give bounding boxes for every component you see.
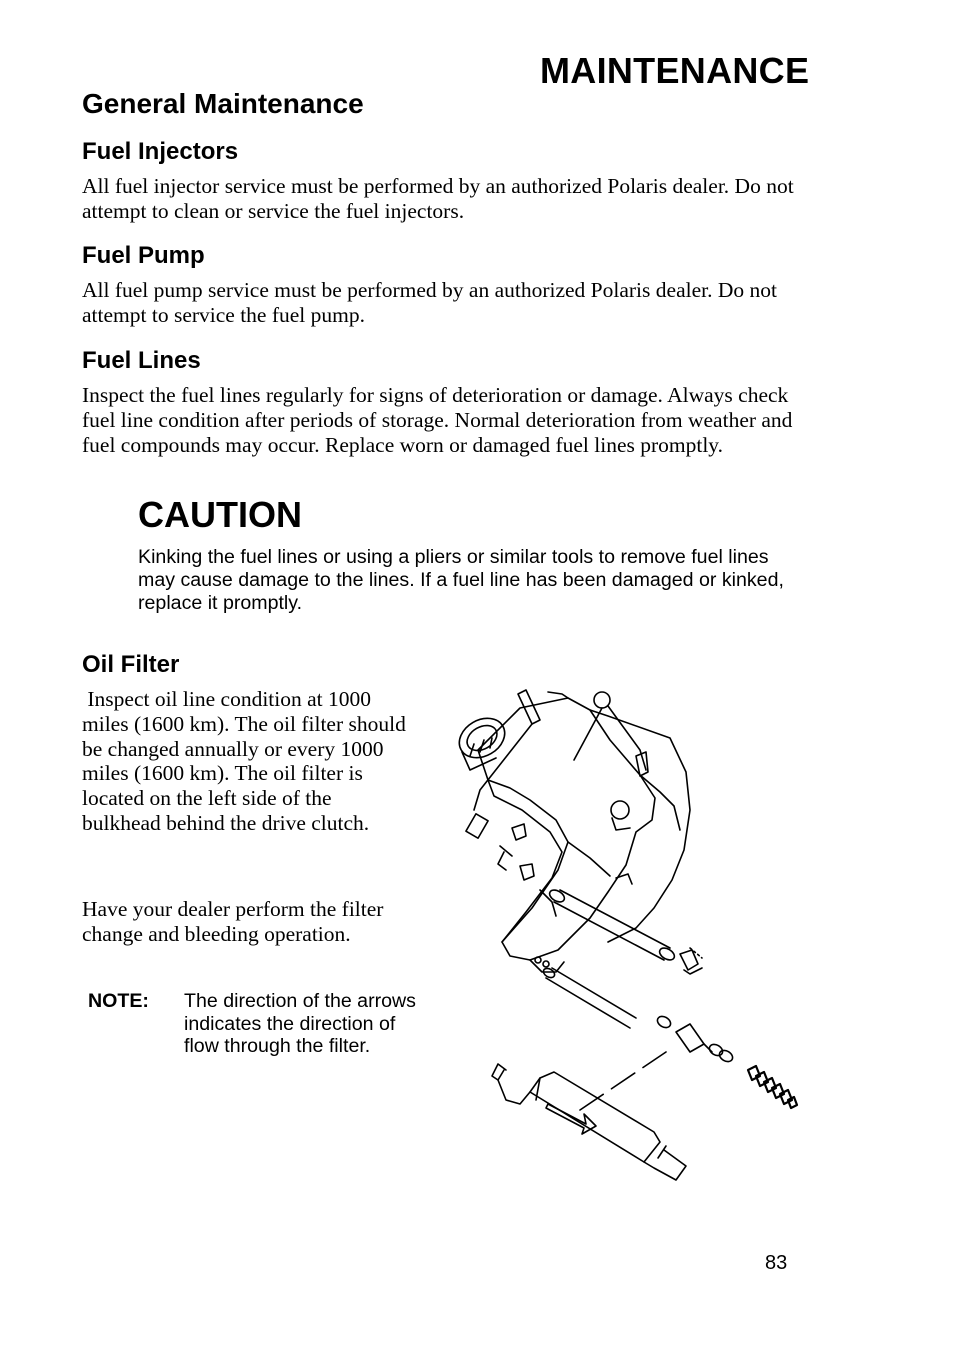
lower-hose — [542, 967, 636, 1028]
oil-filter-dealer-text: Have your dealer perform the filter change and bleeding operation. — [82, 897, 384, 946]
caution-text: Kinking the fuel lines or using a pliers or similar tools to remove fuel lines may cause damage to the lines. If a fuel line has been damaged or kinked, replace it promptly. — [138, 546, 784, 614]
fuel-lines-text: Inspect the fuel lines regularly for signs of deterioration or damage. Always check fuel line condition after periods of storage. Normal deterioration from weather and fuel compounds may occur. Replace worn or damaged fuel lines promptly. — [82, 383, 793, 457]
flow-arrow — [546, 1104, 596, 1134]
dipstick — [474, 690, 648, 810]
oil-filter-text: Inspect oil line condition at 1000 miles (1600 km). The oil filter should be changed annually or every 1000 miles (1600 km). The oil filter is located on the left side of the bulkhead behind the drive clutch. — [82, 687, 412, 835]
spring — [748, 1066, 797, 1108]
fuel-pump-heading: Fuel Pump — [82, 242, 205, 269]
fuel-injectors-text: All fuel injector service must be performed by an authorized Polaris dealer. Do not attempt to clean or service the fuel injectors. — [82, 174, 794, 223]
upper-hose — [548, 888, 677, 963]
check-valve-parts — [655, 1014, 734, 1064]
note-text: The direction of the arrows indicates the direction of flow through the filter. — [184, 990, 416, 1058]
leader-line — [580, 1052, 666, 1110]
section-title: General Maintenance — [82, 88, 364, 119]
oil-tank-filter-diagram — [440, 680, 820, 1200]
tank-fittings — [466, 801, 632, 916]
elbow-fitting — [680, 950, 702, 974]
oil-tank — [478, 692, 690, 972]
fuel-injectors-heading: Fuel Injectors — [82, 138, 239, 165]
oil-filter-heading: Oil Filter — [82, 651, 180, 678]
fuel-lines-heading: Fuel Lines — [82, 347, 201, 374]
fuel-pump-text: All fuel pump service must be performed by an authorized Polaris dealer. Do not attempt to service the fuel pump. — [82, 278, 777, 327]
note-label: NOTE: — [88, 990, 149, 1012]
page-number: 83 — [765, 1252, 788, 1274]
chapter-title: MAINTENANCE — [540, 50, 810, 91]
small-fittings — [535, 957, 549, 967]
caution-title: CAUTION — [138, 494, 302, 535]
oil-filter — [492, 1064, 686, 1180]
